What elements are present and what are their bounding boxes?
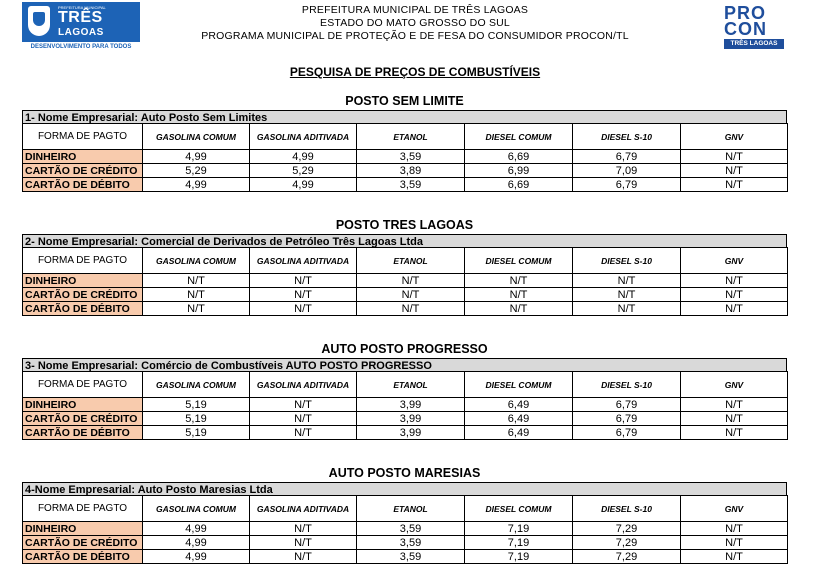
station-section-1: [22, 92, 787, 192]
column-header-etanol: ETANOL: [357, 372, 465, 398]
price-cell: 5,29: [250, 164, 357, 178]
column-header-gasolina-aditivada: GASOLINA ADITIVADA: [250, 248, 357, 274]
price-cell: N/T: [681, 274, 788, 288]
column-header-diesel-comum: DIESEL COMUM: [465, 124, 573, 150]
payment-label-credito: CARTÃO DE CRÉDITO: [23, 412, 143, 426]
price-cell: 3,89: [357, 164, 465, 178]
price-cell: 3,59: [357, 550, 465, 564]
price-cell: 6,69: [465, 150, 573, 164]
table-row: [23, 426, 788, 440]
column-header-gasolina-aditivada: GASOLINA ADITIVADA: [250, 496, 357, 522]
price-cell: 5,19: [143, 412, 250, 426]
payment-label-debito: CARTÃO DE DÉBITO: [23, 426, 143, 440]
column-header-payment: FORMA DE PAGTO: [23, 496, 143, 522]
company-name-bar: 1- Nome Empresarial: Auto Posto Sem Limites: [22, 110, 787, 124]
payment-label-credito: CARTÃO DE CRÉDITO: [23, 164, 143, 178]
column-header-gnv: GNV: [681, 124, 788, 150]
price-cell: 7,09: [573, 164, 681, 178]
table-row: [23, 302, 788, 316]
price-cell: 4,99: [143, 178, 250, 192]
procon-logo: [722, 4, 788, 50]
price-cell: N/T: [681, 302, 788, 316]
header-line-city-hall: PREFEITURA MUNICIPAL DE TRÊS LAGOAS: [301, 4, 529, 16]
column-header-diesel-comum: DIESEL COMUM: [465, 372, 573, 398]
city-logo-slogan: DESENVOLVIMENTO PARA TODOS: [30, 44, 132, 50]
payment-label-dinheiro: DINHEIRO: [23, 274, 143, 288]
price-cell: 3,99: [357, 412, 465, 426]
column-header-payment: FORMA DE PAGTO: [23, 372, 143, 398]
column-header-diesel-s10: DIESEL S-10: [573, 496, 681, 522]
price-cell: N/T: [250, 522, 357, 536]
price-cell: N/T: [681, 522, 788, 536]
station-section-2: [22, 216, 787, 316]
price-cell: N/T: [357, 302, 465, 316]
table-row: [23, 522, 788, 536]
price-cell: 7,29: [573, 550, 681, 564]
table-row: [23, 550, 788, 564]
city-logo-small-text: PREFEITURA MUNICIPAL: [58, 5, 106, 10]
price-cell: 6,49: [465, 398, 573, 412]
price-cell: N/T: [681, 412, 788, 426]
payment-label-debito: CARTÃO DE DÉBITO: [23, 178, 143, 192]
column-header-etanol: ETANOL: [357, 124, 465, 150]
price-cell: 5,19: [143, 398, 250, 412]
price-cell: 6,79: [573, 412, 681, 426]
table-header-row: [23, 496, 788, 522]
price-cell: N/T: [250, 536, 357, 550]
price-cell: N/T: [681, 178, 788, 192]
procon-logo-tag: TRÊS LAGOAS: [724, 39, 784, 49]
price-cell: N/T: [681, 164, 788, 178]
price-cell: 4,99: [250, 150, 357, 164]
price-cell: N/T: [250, 550, 357, 564]
price-cell: N/T: [465, 274, 573, 288]
price-cell: 4,99: [143, 536, 250, 550]
column-header-etanol: ETANOL: [357, 248, 465, 274]
price-cell: 4,99: [143, 550, 250, 564]
price-cell: 6,69: [465, 178, 573, 192]
table-row: [23, 150, 788, 164]
table-row: [23, 398, 788, 412]
column-header-gasolina-comum: GASOLINA COMUM: [143, 372, 250, 398]
price-cell: 6,79: [573, 426, 681, 440]
table-row: [23, 274, 788, 288]
price-table: [22, 247, 788, 316]
price-cell: N/T: [250, 288, 357, 302]
price-table: [22, 495, 788, 564]
price-cell: N/T: [357, 288, 465, 302]
price-cell: N/T: [250, 398, 357, 412]
price-cell: 3,59: [357, 536, 465, 550]
payment-label-dinheiro: DINHEIRO: [23, 398, 143, 412]
payment-label-dinheiro: DINHEIRO: [23, 522, 143, 536]
price-cell: 5,19: [143, 426, 250, 440]
column-header-payment: FORMA DE PAGTO: [23, 124, 143, 150]
station-title: AUTO POSTO MARESIAS: [328, 466, 481, 480]
column-header-payment: FORMA DE PAGTO: [23, 248, 143, 274]
price-cell: N/T: [250, 274, 357, 288]
price-cell: 6,79: [573, 150, 681, 164]
payment-label-dinheiro: DINHEIRO: [23, 150, 143, 164]
price-cell: N/T: [681, 550, 788, 564]
column-header-gasolina-aditivada: GASOLINA ADITIVADA: [250, 124, 357, 150]
price-cell: 7,29: [573, 536, 681, 550]
column-header-gnv: GNV: [681, 372, 788, 398]
price-cell: N/T: [573, 302, 681, 316]
table-row: [23, 288, 788, 302]
payment-label-debito: CARTÃO DE DÉBITO: [23, 302, 143, 316]
price-cell: 3,99: [357, 426, 465, 440]
price-cell: 6,79: [573, 178, 681, 192]
column-header-diesel-s10: DIESEL S-10: [573, 372, 681, 398]
price-cell: N/T: [357, 274, 465, 288]
column-header-gasolina-aditivada: GASOLINA ADITIVADA: [250, 372, 357, 398]
payment-label-credito: CARTÃO DE CRÉDITO: [23, 288, 143, 302]
price-cell: 7,19: [465, 550, 573, 564]
header-line-program: PROGRAMA MUNICIPAL DE PROTEÇÃO E DE FESA DO CONSUMIDOR PROCON/TL: [201, 30, 629, 42]
city-logo-line2: LAGOAS: [58, 27, 104, 38]
column-header-diesel-s10: DIESEL S-10: [573, 124, 681, 150]
document-header: [0, 0, 830, 58]
company-name-bar: 2- Nome Empresarial: Comercial de Derivados de Petróleo Três Lagoas Ltda: [22, 234, 787, 248]
header-text-block: [180, 4, 650, 43]
price-cell: N/T: [250, 426, 357, 440]
city-crest-icon: [28, 6, 50, 36]
company-name-bar: 3- Nome Empresarial: Comércio de Combustíveis AUTO POSTO PROGRESSO: [22, 358, 787, 372]
price-cell: 7,19: [465, 536, 573, 550]
price-cell: 6,79: [573, 398, 681, 412]
price-cell: 3,99: [357, 398, 465, 412]
company-name-bar: 4-Nome Empresarial: Auto Posto Maresias Ltda: [22, 482, 787, 496]
column-header-diesel-s10: DIESEL S-10: [573, 248, 681, 274]
column-header-diesel-comum: DIESEL COMUM: [465, 496, 573, 522]
price-cell: N/T: [465, 302, 573, 316]
price-cell: N/T: [250, 412, 357, 426]
station-title: POSTO TRES LAGOAS: [335, 218, 474, 232]
price-cell: 4,99: [143, 150, 250, 164]
column-header-etanol: ETANOL: [357, 496, 465, 522]
price-cell: N/T: [681, 398, 788, 412]
price-cell: 6,49: [465, 426, 573, 440]
station-section-4: [22, 464, 787, 564]
price-cell: N/T: [143, 302, 250, 316]
column-header-gasolina-comum: GASOLINA COMUM: [143, 124, 250, 150]
price-cell: N/T: [250, 302, 357, 316]
price-cell: N/T: [465, 288, 573, 302]
procon-logo-line1: PRO: [724, 3, 767, 23]
price-cell: 5,29: [143, 164, 250, 178]
column-header-diesel-comum: DIESEL COMUM: [465, 248, 573, 274]
price-cell: 4,99: [250, 178, 357, 192]
station-title: POSTO SEM LIMITE: [345, 94, 464, 108]
table-header-row: [23, 124, 788, 150]
price-cell: N/T: [681, 288, 788, 302]
price-cell: N/T: [143, 274, 250, 288]
station-title: AUTO POSTO PROGRESSO: [321, 342, 488, 356]
price-cell: 3,59: [357, 522, 465, 536]
station-section-3: [22, 340, 787, 440]
price-cell: N/T: [681, 536, 788, 550]
payment-label-credito: CARTÃO DE CRÉDITO: [23, 536, 143, 550]
price-cell: N/T: [573, 274, 681, 288]
city-hall-logo: [22, 2, 140, 54]
procon-logo-line2: CON: [724, 19, 767, 39]
column-header-gasolina-comum: GASOLINA COMUM: [143, 496, 250, 522]
price-table: [22, 123, 788, 192]
table-header-row: [23, 372, 788, 398]
price-cell: 6,49: [465, 412, 573, 426]
price-cell: 6,99: [465, 164, 573, 178]
price-cell: 3,59: [357, 178, 465, 192]
payment-label-debito: CARTÃO DE DÉBITO: [23, 550, 143, 564]
table-row: [23, 178, 788, 192]
table-row: [23, 164, 788, 178]
column-header-gasolina-comum: GASOLINA COMUM: [143, 248, 250, 274]
price-cell: 7,29: [573, 522, 681, 536]
column-header-gnv: GNV: [681, 248, 788, 274]
price-cell: N/T: [681, 150, 788, 164]
header-line-state: ESTADO DO MATO GROSSO DO SUL: [320, 17, 510, 29]
price-cell: 7,19: [465, 522, 573, 536]
price-cell: N/T: [681, 426, 788, 440]
page-title: PESQUISA DE PREÇOS DE COMBUSTÍVEIS: [289, 65, 541, 79]
price-cell: N/T: [573, 288, 681, 302]
table-row: [23, 412, 788, 426]
table-header-row: [23, 248, 788, 274]
price-table: [22, 371, 788, 440]
column-header-gnv: GNV: [681, 496, 788, 522]
table-row: [23, 536, 788, 550]
price-cell: N/T: [143, 288, 250, 302]
city-logo-line1: TRÊS: [58, 9, 103, 26]
price-cell: 3,59: [357, 150, 465, 164]
price-cell: 4,99: [143, 522, 250, 536]
